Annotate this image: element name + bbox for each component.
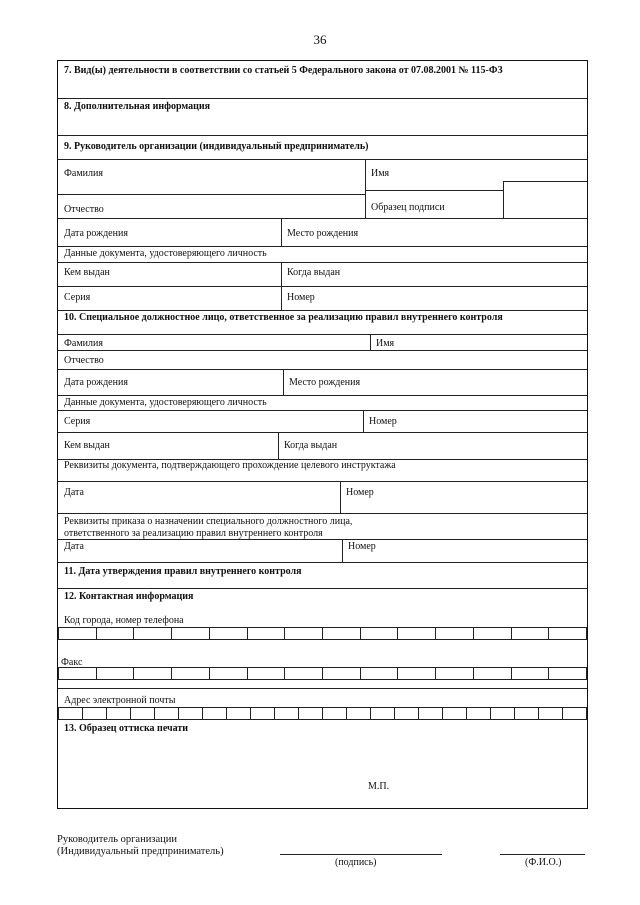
divider [58, 218, 587, 219]
fio-caption: (Ф.И.О.) [525, 857, 562, 868]
s10-training-date-label: Дата [64, 487, 84, 498]
divider [58, 262, 587, 263]
signature-caption: (подпись) [335, 857, 377, 868]
s9-birth-place-label: Место рождения [287, 228, 359, 239]
footer-signer-line1: Руководитель организации [57, 834, 177, 845]
divider [340, 481, 341, 513]
divider [58, 539, 587, 540]
divider [365, 159, 366, 218]
s12-fax-label: Факс [61, 657, 83, 668]
s10-patronymic-label: Отчество [64, 355, 104, 366]
s9-number-label: Номер [287, 292, 315, 303]
section-12-title: 12. Контактная информация [64, 591, 194, 602]
fax-cells [58, 667, 587, 680]
s9-name-label: Имя [371, 168, 390, 179]
s9-issued-by-label: Кем выдан [64, 267, 110, 278]
s12-phone-label: Код города, номер телефона [64, 615, 184, 626]
divider [58, 432, 587, 433]
divider [58, 246, 587, 247]
section-10-title: 10. Специальное должностное лицо, ответственное за реализацию правил внутреннего контроля [64, 312, 503, 323]
divider [281, 218, 282, 246]
s9-issue-date-label: Когда выдан [287, 267, 341, 278]
s10-name-label: Имя [376, 338, 395, 349]
signature-box-left [503, 181, 504, 218]
section-7-title: 7. Вид(ы) деятельности в соответствии со статьей 5 Федерального закона от 07.08.2001 № 115-ФЗ [64, 65, 503, 76]
divider [58, 369, 587, 370]
divider [58, 562, 587, 563]
s10-id-doc-label: Данные документа, удостоверяющего личность [64, 397, 267, 408]
s9-patronymic-label: Отчество [64, 204, 104, 215]
s10-order-label-line2: ответственного за реализацию правил внутреннего контроля [64, 528, 323, 539]
s10-issued-by-label: Кем выдан [64, 440, 110, 451]
section-11-title: 11. Дата утверждения правил внутреннего контроля [64, 566, 302, 577]
divider [58, 350, 587, 351]
divider [58, 513, 587, 514]
divider [58, 286, 587, 287]
section-13-title: 13. Образец оттиска печати [64, 723, 189, 734]
s9-signature-sample-label: Образец подписи [371, 202, 445, 213]
stamp-place-label: М.П. [368, 781, 390, 792]
divider [370, 334, 371, 350]
divider [363, 410, 364, 432]
divider [58, 334, 587, 335]
email-cells [58, 707, 587, 720]
signature-line [280, 854, 442, 855]
divider [278, 432, 279, 459]
section-8-title: 8. Дополнительная информация [64, 101, 211, 112]
form-frame [57, 60, 588, 809]
divider [58, 194, 365, 195]
divider [58, 98, 587, 99]
s10-number-label: Номер [369, 416, 397, 427]
section-9-title: 9. Руководитель организации (индивидуальный предприниматель) [64, 141, 369, 152]
divider [58, 481, 587, 482]
divider [58, 588, 587, 589]
s10-surname-label: Фамилия [64, 338, 103, 349]
s10-birth-place-label: Место рождения [289, 377, 361, 388]
s10-training-doc-label: Реквизиты документа, подтверждающего прохождение целевого инструктажа [64, 460, 396, 471]
divider [283, 369, 284, 395]
phone-cells [58, 627, 587, 640]
s9-birth-date-label: Дата рождения [64, 228, 128, 239]
s10-issue-date-label: Когда выдан [284, 440, 338, 451]
s10-order-label-line1: Реквизиты приказа о назначении специального должностного лица, [64, 516, 353, 527]
divider [58, 688, 587, 689]
divider [58, 395, 587, 396]
fio-line [500, 854, 585, 855]
divider [58, 310, 587, 311]
s10-order-date-label: Дата [64, 541, 84, 552]
signature-box-top [503, 181, 587, 182]
s10-birth-date-label: Дата рождения [64, 377, 128, 388]
footer-signer-line2: (Индивидуальный предприниматель) [57, 846, 224, 857]
s9-id-doc-label: Данные документа, удостоверяющего личность [64, 248, 267, 259]
divider [365, 190, 503, 191]
s10-series-label: Серия [64, 416, 91, 427]
divider [58, 410, 587, 411]
divider [342, 539, 343, 562]
page-number: 36 [313, 32, 327, 47]
divider [58, 135, 587, 136]
s10-order-number-label: Номер [348, 541, 376, 552]
s10-training-number-label: Номер [346, 487, 374, 498]
s12-email-label: Адрес электронной почты [64, 695, 176, 706]
s9-series-label: Серия [64, 292, 91, 303]
s9-surname-label: Фамилия [64, 168, 103, 179]
divider [58, 159, 587, 160]
